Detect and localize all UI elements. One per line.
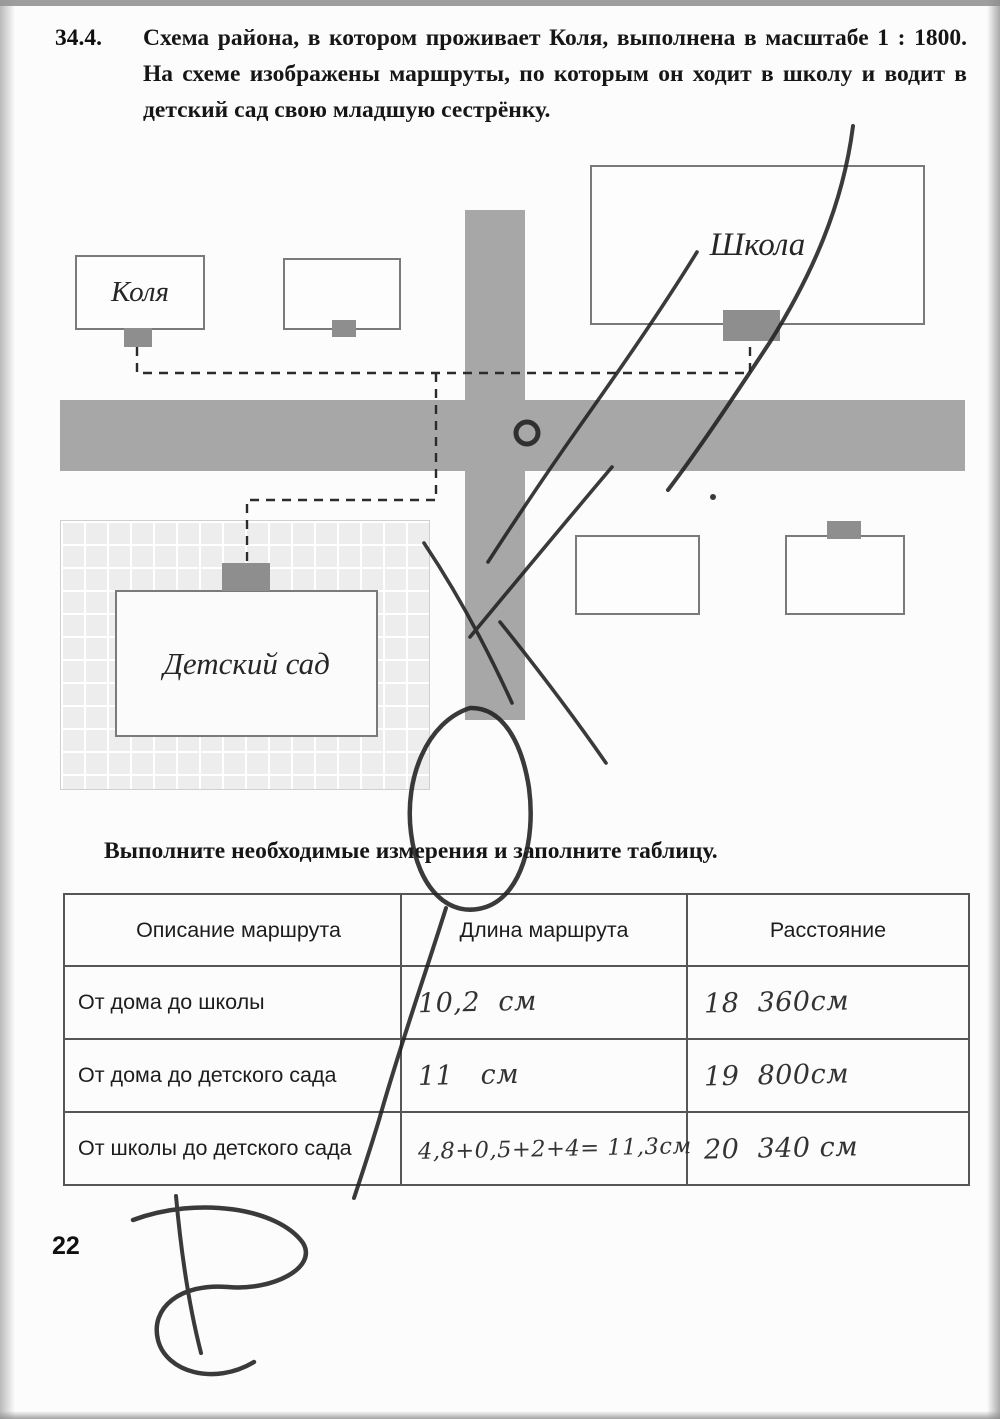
col-header-length: Длина маршрута bbox=[401, 894, 687, 966]
entrance-marker-school bbox=[723, 310, 780, 341]
entrance-marker-neighbor bbox=[332, 320, 356, 337]
handwritten-length: 4,8+0,5+2+4= 11,3см bbox=[417, 1132, 692, 1165]
table-row bbox=[64, 966, 969, 1039]
kolya-house-label: Коля bbox=[110, 276, 170, 308]
school-label: Школа bbox=[709, 226, 806, 263]
route-description: От дома до школы bbox=[64, 966, 401, 1039]
kindergarten-label: Детский сад bbox=[163, 645, 330, 681]
building-kindergarten bbox=[115, 590, 378, 737]
handwritten-distance: 18 360см bbox=[703, 985, 850, 1020]
measurements-table bbox=[63, 893, 970, 1186]
handwritten-distance: 20 340 см bbox=[703, 1131, 859, 1166]
route-description: От школы до детского сада bbox=[64, 1112, 401, 1185]
entrance-marker-small-right bbox=[827, 521, 861, 539]
page-number: 22 bbox=[52, 1232, 80, 1260]
handwritten-length: 10,2 см bbox=[417, 985, 538, 1020]
building-kolya-house bbox=[75, 255, 205, 330]
problem-number: 34.4. bbox=[55, 25, 102, 51]
instruction-text: Выполните необходимые измерения и заполните таблицу. bbox=[104, 838, 718, 864]
handwritten-length: 11 см bbox=[417, 1058, 520, 1093]
col-header-distance: Расстояние bbox=[687, 894, 969, 966]
handwritten-distance: 19 800см bbox=[703, 1058, 850, 1093]
route-description: От дома до детского сада bbox=[64, 1039, 401, 1112]
building-school bbox=[590, 165, 925, 325]
table-header-row bbox=[64, 894, 969, 966]
road-vertical bbox=[465, 210, 525, 720]
building-small-right bbox=[785, 535, 905, 615]
problem-text: Схема района, в котором проживает Коля, выполнена в масштабе 1 : 1800. На схеме изображены маршруты, по которым он ходит в школу и водит в детский сад свою младшую сестрёнку. bbox=[143, 25, 967, 123]
table-row bbox=[64, 1039, 969, 1112]
entrance-marker-kindergarten bbox=[222, 563, 270, 591]
col-header-description: Описание маршрута bbox=[64, 894, 401, 966]
entrance-marker-kolya bbox=[124, 328, 152, 347]
building-small-left bbox=[575, 535, 700, 615]
table-row bbox=[64, 1112, 969, 1185]
